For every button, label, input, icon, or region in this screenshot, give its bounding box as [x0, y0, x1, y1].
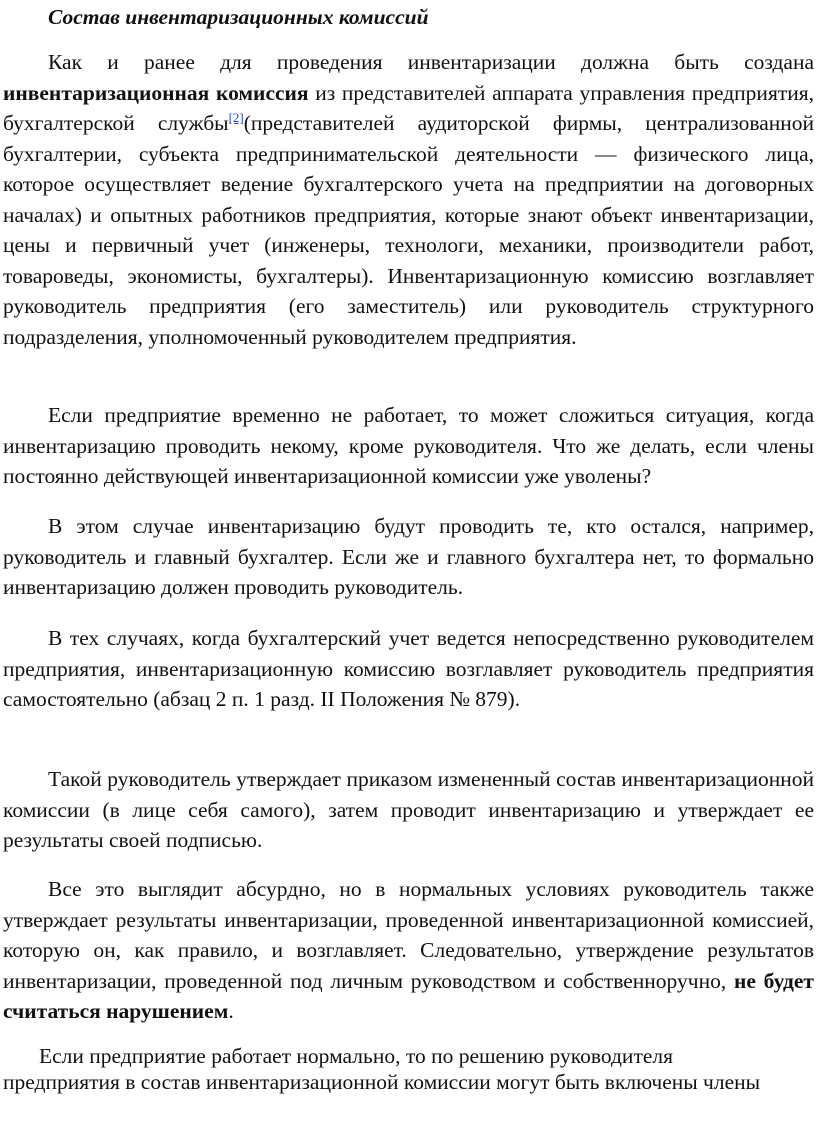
paragraph-head-approves: Такой руководитель утверждает приказом измененный состав инвентаризационной комиссии (в лице себя самого), затем проводит инвентаризацию и утверждает ее результаты своей подписью.	[3, 767, 814, 852]
paragraph-text: (представителей аудиторской фирмы, централизованной бухгалтерии, субъекта предпринимательской деятельности — физического лица, которое осуществляет ведение бухгалтерского учета на предприятии на договорных началах) и опытных работников предприятия, которые знают объект инвентаризации, цены и первичный учет (инженеры, технологи, механики, производители работ, товароведы, экономисты, бухгалтеры). Инвентаризационную комиссию возглавляет руководитель предприятия (его заместитель) или руководитель структурного подразделения, уполномоченный руководителем предприятия.	[3, 111, 814, 349]
paragraph-enterprise-not-working: Если предприятие временно не работает, то может сложиться ситуация, когда инвентаризацию проводить некому, кроме руководителя. Что же делать, если члены постоянно действующей инвентаризационной комиссии уже уволены?	[3, 403, 814, 488]
paragraph-commission-composition	[3, 47, 814, 352]
paragraph-remaining-staff: В этом случае инвентаризацию будут проводить те, кто остался, например, руководитель и главный бухгалтер. Если же и главного бухгалтера нет, то формально инвентаризацию должен проводить руководитель.	[3, 514, 814, 599]
paragraph-normal-operation: Если предприятие работает нормально, то по решению руководителя предприятия в состав инвентаризационной комиссии могут быть включены члены	[3, 1044, 761, 1094]
paragraph-text: Как и ранее для проведения инвентаризации должна быть создана	[48, 50, 814, 74]
paragraph-not-violation	[3, 874, 814, 1027]
footnote-link[interactable]: [2]	[228, 109, 244, 125]
bold-term-inventory-commission: инвентаризационная комиссия	[3, 80, 309, 105]
paragraph-text: из представителей аппарата управления предприятия, бухгалтерской службы	[3, 80, 814, 135]
paragraph-text: Все это выглядит абсурдно, но в нормальных условиях руководитель также утверждает результаты инвентаризации, проведенной инвентаризационной комиссией, которую он, как правило, и возглавляет. Следовательно, утверждение результатов инвентаризации, проведенной под личным руководством и собственноручно,	[3, 877, 814, 993]
bold-not-violation: не будет считаться нарушением	[3, 968, 814, 1023]
paragraph-head-keeps-accounts: В тех случаях, когда бухгалтерский учет ведется непосредственно руководителем предприятия, инвентаризационную комиссию возглавляет руководитель предприятия самостоятельно (абзац 2 п. 1 разд. II Положения № 879).	[3, 626, 814, 711]
paragraph-text: .	[228, 999, 234, 1023]
section-heading: Состав инвентаризационных комиссий	[48, 5, 429, 29]
